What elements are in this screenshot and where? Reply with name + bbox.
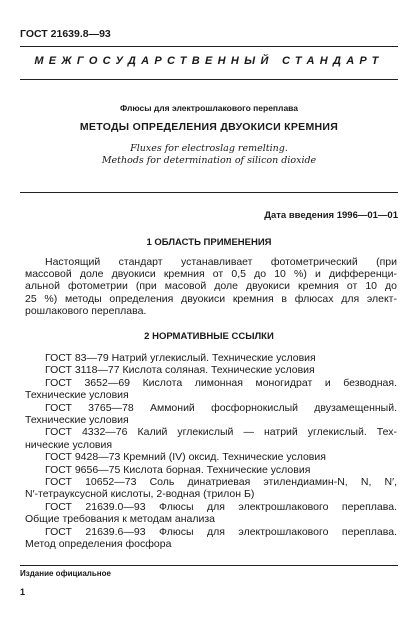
document-title: МЕТОДЫ ОПРЕДЕЛЕНИЯ ДВУОКИСИ КРЕМНИЯ <box>79 121 339 133</box>
text-line: ГОСТ 3118—77 Кислота соляная. Технические условия <box>45 364 315 377</box>
text-line: Технические условия <box>25 414 129 426</box>
english-title-line: Fluxes for electroslag remelting. <box>130 143 288 154</box>
gost-number: ГОСТ 21639.8—93 <box>20 28 111 40</box>
text-line: ГОСТ 9656—75 Кислота борная. Технические условия <box>45 463 311 476</box>
page-number: 1 <box>20 587 26 597</box>
official-edition-label: Издание официальное <box>20 569 111 578</box>
text-line: Метод определения фосфора <box>25 538 172 550</box>
english-title-line: Methods for determination of silicon dioxide <box>101 155 317 166</box>
text-line: ГОСТ 9428—73 Кремний (IV) оксид. Технические условия <box>45 451 326 464</box>
text-line: Общие требования к методам анализа <box>25 513 215 526</box>
text-line: ГОСТ 3652—69 Кислота лимонная моногидрат и безводная. <box>45 376 397 389</box>
text-line: ГОСТ 10652—73 Соль динатриевая этилендиамин-N, N, N′, <box>45 476 397 488</box>
text-line: рошлакового переплава. <box>25 304 147 317</box>
text-line: ГОСТ 3765—78 Аммоний фосфорнокислый двузамещенный. <box>45 401 397 414</box>
effective-date: Дата введения 1996—01—01 <box>264 210 398 221</box>
header-rule-top <box>20 46 398 47</box>
text-line: N′-тетрауксусной кислоты, 2-водная (трилон Б) <box>25 488 255 501</box>
standard-header: МЕЖГОСУДАРСТВЕННЫЙ СТАНДАРТ <box>34 55 384 67</box>
text-line: Технические условия <box>25 389 129 402</box>
text-line: ГОСТ 83—79 Натрий углекислый. Технические условия <box>45 352 316 364</box>
footer-rule <box>20 565 398 566</box>
date-rule <box>20 192 398 193</box>
text-line: альной фотометрии (при масовой доле двуокиси кремния от 10 до <box>25 280 397 293</box>
text-line: массовой доле двуокиси кремния от 0,5 до 10 %) и дифференци- <box>25 268 397 281</box>
section-heading-scope: 1 ОБЛАСТЬ ПРИМЕНЕНИЯ <box>146 237 272 248</box>
document-subtitle: Флюсы для электрошлакового переплава <box>119 103 299 113</box>
text-line: ГОСТ 21639.6—93 Флюсы для электрошлакового переплава. <box>45 525 397 538</box>
text-line: нические условия <box>25 438 113 451</box>
header-rule-bottom <box>20 79 398 80</box>
section-heading-references: 2 НОРМАТИВНЫЕ ССЫЛКИ <box>144 331 274 342</box>
text-line: Настоящий стандарт устанавливает фотометрический (при <box>45 256 397 268</box>
text-line: ГОСТ 4332—76 Калий углекислый — натрий углекислый. Тех- <box>45 426 397 439</box>
text-line: 25 %) методы определения двуокиси кремния в флюсах для элект- <box>25 292 397 305</box>
text-line: ГОСТ 21639.0—93 Флюсы для электрошлакового переплава. <box>45 500 397 513</box>
